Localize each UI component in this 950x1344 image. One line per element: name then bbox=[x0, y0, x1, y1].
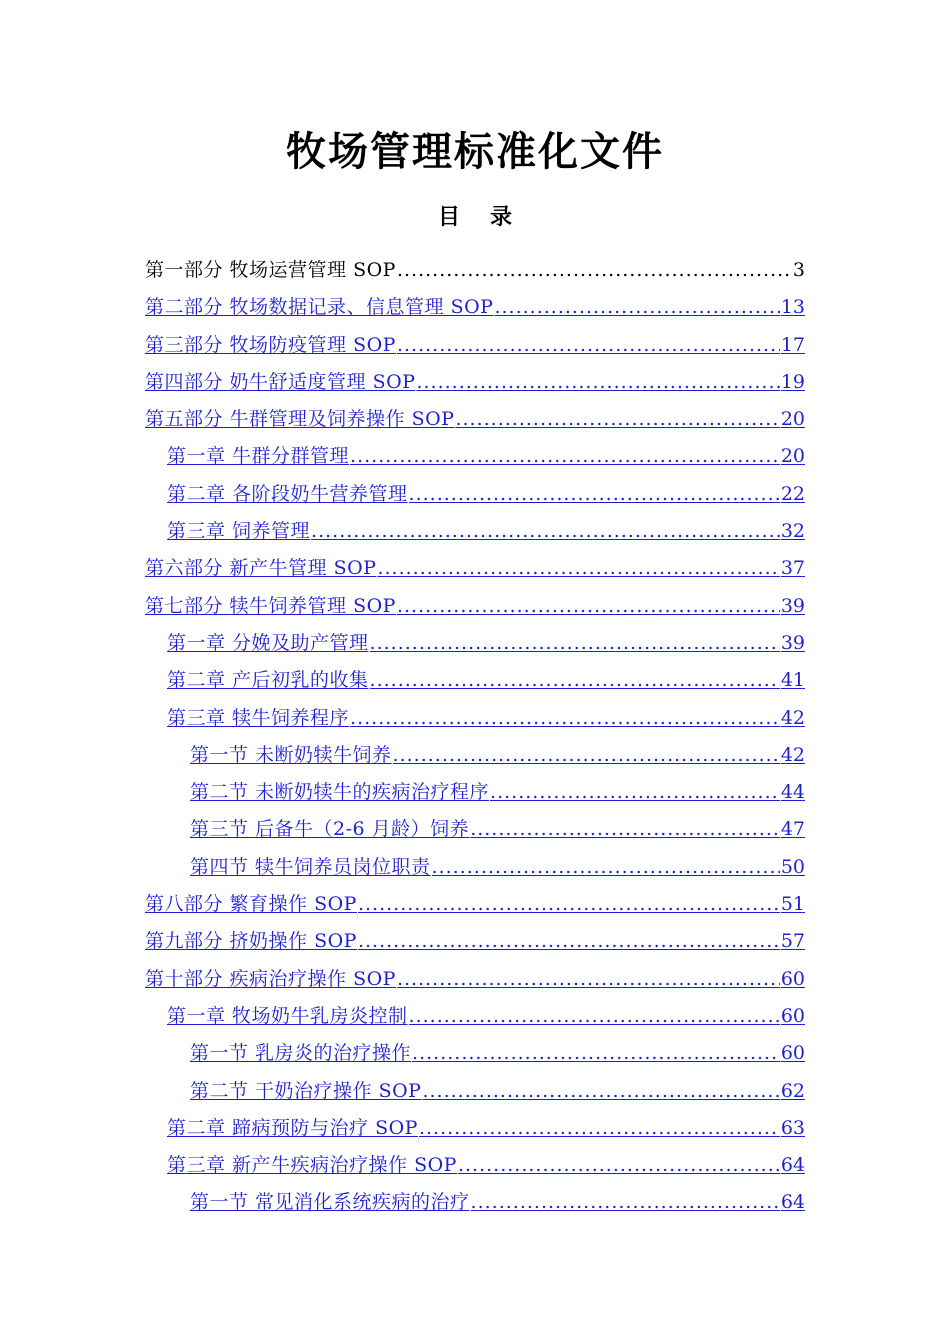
toc-entry-page-number: 57 bbox=[780, 930, 805, 953]
table-of-contents bbox=[145, 252, 805, 1222]
toc-entry[interactable] bbox=[145, 625, 805, 662]
toc-entry bbox=[145, 252, 805, 289]
toc-entry-page-number: 60 bbox=[780, 1042, 805, 1065]
toc-entry-label: 第六部分 新产牛管理 SOP bbox=[145, 557, 377, 580]
toc-entry-label: 第二章 蹄病预防与治疗 SOP bbox=[167, 1116, 418, 1139]
toc-entry-label: 第二章 产后初乳的收集 bbox=[167, 669, 369, 692]
toc-entry-label: 第一节 乳房炎的治疗操作 bbox=[190, 1042, 412, 1065]
toc-entry-page-number: 3 bbox=[792, 259, 805, 281]
toc-leader-dots bbox=[311, 513, 780, 550]
toc-entry[interactable] bbox=[145, 1035, 805, 1072]
toc-leader-dots bbox=[409, 998, 780, 1035]
toc-entry[interactable] bbox=[145, 289, 805, 326]
toc-entry[interactable] bbox=[145, 774, 805, 811]
toc-entry[interactable] bbox=[145, 327, 805, 364]
toc-leader-dots bbox=[416, 364, 779, 401]
toc-entry-page-number: 39 bbox=[780, 594, 805, 617]
toc-leader-dots bbox=[397, 252, 792, 289]
toc-leader-dots bbox=[397, 588, 780, 625]
toc-entry[interactable] bbox=[145, 1110, 805, 1147]
toc-entry-page-number: 20 bbox=[780, 408, 805, 431]
toc-entry-label: 第二节 未断奶犊牛的疾病治疗程序 bbox=[190, 781, 490, 804]
document-title: 牧场管理标准化文件 bbox=[286, 129, 664, 175]
toc-entry-page-number: 13 bbox=[780, 296, 805, 319]
toc-leader-dots bbox=[350, 700, 780, 737]
toc-entry[interactable] bbox=[145, 700, 805, 737]
toc-entry-page-number: 51 bbox=[780, 893, 805, 916]
toc-entry-page-number: 62 bbox=[780, 1079, 805, 1102]
toc-entry[interactable] bbox=[145, 849, 805, 886]
toc-leader-dots bbox=[455, 401, 779, 438]
toc-entry-label: 第三章 饲养管理 bbox=[167, 520, 311, 543]
toc-entry[interactable] bbox=[145, 961, 805, 998]
toc-entry[interactable] bbox=[145, 923, 805, 960]
toc-leader-dots bbox=[393, 737, 780, 774]
toc-entry-label: 第九部分 挤奶操作 SOP bbox=[145, 930, 357, 953]
toc-leader-dots bbox=[471, 1184, 780, 1221]
toc-entry-page-number: 47 bbox=[780, 818, 805, 841]
toc-leader-dots bbox=[370, 662, 780, 699]
toc-leader-dots bbox=[350, 438, 780, 475]
toc-leader-dots bbox=[490, 774, 780, 811]
toc-entry[interactable] bbox=[145, 513, 805, 550]
toc-entry[interactable] bbox=[145, 550, 805, 587]
toc-entry-page-number: 22 bbox=[780, 482, 805, 505]
toc-leader-dots bbox=[494, 289, 779, 326]
toc-entry-page-number: 44 bbox=[780, 781, 805, 804]
toc-entry-label: 第七部分 犊牛饲养管理 SOP bbox=[145, 594, 396, 617]
toc-entry-page-number: 39 bbox=[780, 631, 805, 654]
toc-entry-page-number: 50 bbox=[780, 855, 805, 878]
toc-leader-dots bbox=[422, 1073, 779, 1110]
toc-leader-dots bbox=[370, 625, 780, 662]
toc-leader-dots bbox=[409, 476, 780, 513]
toc-entry[interactable] bbox=[145, 1147, 805, 1184]
toc-entry-label: 第三章 新产牛疾病治疗操作 SOP bbox=[167, 1154, 457, 1177]
toc-leader-dots bbox=[358, 886, 780, 923]
toc-entry-label: 第三部分 牧场防疫管理 SOP bbox=[145, 333, 396, 356]
toc-entry-label: 第二部分 牧场数据记录、信息管理 SOP bbox=[145, 296, 494, 319]
toc-leader-dots bbox=[397, 961, 780, 998]
toc-leader-dots bbox=[470, 811, 780, 848]
toc-leader-dots bbox=[458, 1147, 780, 1184]
toc-entry-label: 第八部分 繁育操作 SOP bbox=[145, 893, 357, 916]
toc-entry-page-number: 60 bbox=[780, 967, 805, 990]
toc-entry-page-number: 64 bbox=[780, 1154, 805, 1177]
toc-entry[interactable] bbox=[145, 998, 805, 1035]
toc-entry-label: 第五部分 牛群管理及饲养操作 SOP bbox=[145, 408, 455, 431]
toc-entry-label: 第一章 牛群分群管理 bbox=[167, 445, 350, 468]
toc-entry[interactable] bbox=[145, 662, 805, 699]
toc-entry-page-number: 19 bbox=[780, 370, 805, 393]
toc-entry-page-number: 42 bbox=[780, 743, 805, 766]
toc-entry[interactable] bbox=[145, 438, 805, 475]
toc-entry-label: 第一章 牧场奶牛乳房炎控制 bbox=[167, 1004, 408, 1027]
toc-entry-page-number: 42 bbox=[780, 706, 805, 729]
toc-entry-page-number: 63 bbox=[780, 1116, 805, 1139]
toc-leader-dots bbox=[419, 1110, 780, 1147]
toc-entry-label: 第三章 犊牛饲养程序 bbox=[167, 706, 350, 729]
toc-entry-label: 第四节 犊牛饲养员岗位职责 bbox=[190, 855, 431, 878]
toc-entry-page-number: 60 bbox=[780, 1004, 805, 1027]
toc-entry[interactable] bbox=[145, 588, 805, 625]
toc-entry-label: 第十部分 疾病治疗操作 SOP bbox=[145, 967, 396, 990]
toc-entry[interactable] bbox=[145, 364, 805, 401]
toc-leader-dots bbox=[377, 550, 779, 587]
toc-entry[interactable] bbox=[145, 1184, 805, 1221]
toc-entry-page-number: 37 bbox=[780, 557, 805, 580]
toc-entry-page-number: 17 bbox=[780, 333, 805, 356]
toc-entry-page-number: 64 bbox=[780, 1191, 805, 1214]
toc-entry-label: 第一节 未断奶犊牛饲养 bbox=[190, 743, 392, 766]
toc-entry[interactable] bbox=[145, 886, 805, 923]
toc-entry[interactable] bbox=[145, 811, 805, 848]
toc-entry-label: 第四部分 奶牛舒适度管理 SOP bbox=[145, 370, 416, 393]
toc-entry[interactable] bbox=[145, 737, 805, 774]
toc-entry-label: 第二节 干奶治疗操作 SOP bbox=[190, 1079, 422, 1102]
toc-entry[interactable] bbox=[145, 1073, 805, 1110]
toc-entry[interactable] bbox=[145, 476, 805, 513]
toc-entry-label: 第一部分 牧场运营管理 SOP bbox=[145, 259, 396, 281]
toc-entry-label: 第一节 常见消化系统疾病的治疗 bbox=[190, 1191, 470, 1214]
toc-entry-label: 第三节 后备牛（2-6 月龄）饲养 bbox=[190, 818, 470, 841]
toc-leader-dots bbox=[432, 849, 780, 886]
toc-entry-label: 第一章 分娩及助产管理 bbox=[167, 631, 369, 654]
toc-leader-dots bbox=[358, 923, 780, 960]
toc-entry-page-number: 20 bbox=[780, 445, 805, 468]
toc-heading: 目录 bbox=[437, 205, 542, 230]
toc-leader-dots bbox=[412, 1035, 780, 1072]
toc-entry-page-number: 41 bbox=[780, 669, 805, 692]
toc-leader-dots bbox=[397, 327, 780, 364]
toc-entry-label: 第二章 各阶段奶牛营养管理 bbox=[167, 482, 408, 505]
toc-entry-page-number: 32 bbox=[780, 520, 805, 543]
toc-entry[interactable] bbox=[145, 401, 805, 438]
